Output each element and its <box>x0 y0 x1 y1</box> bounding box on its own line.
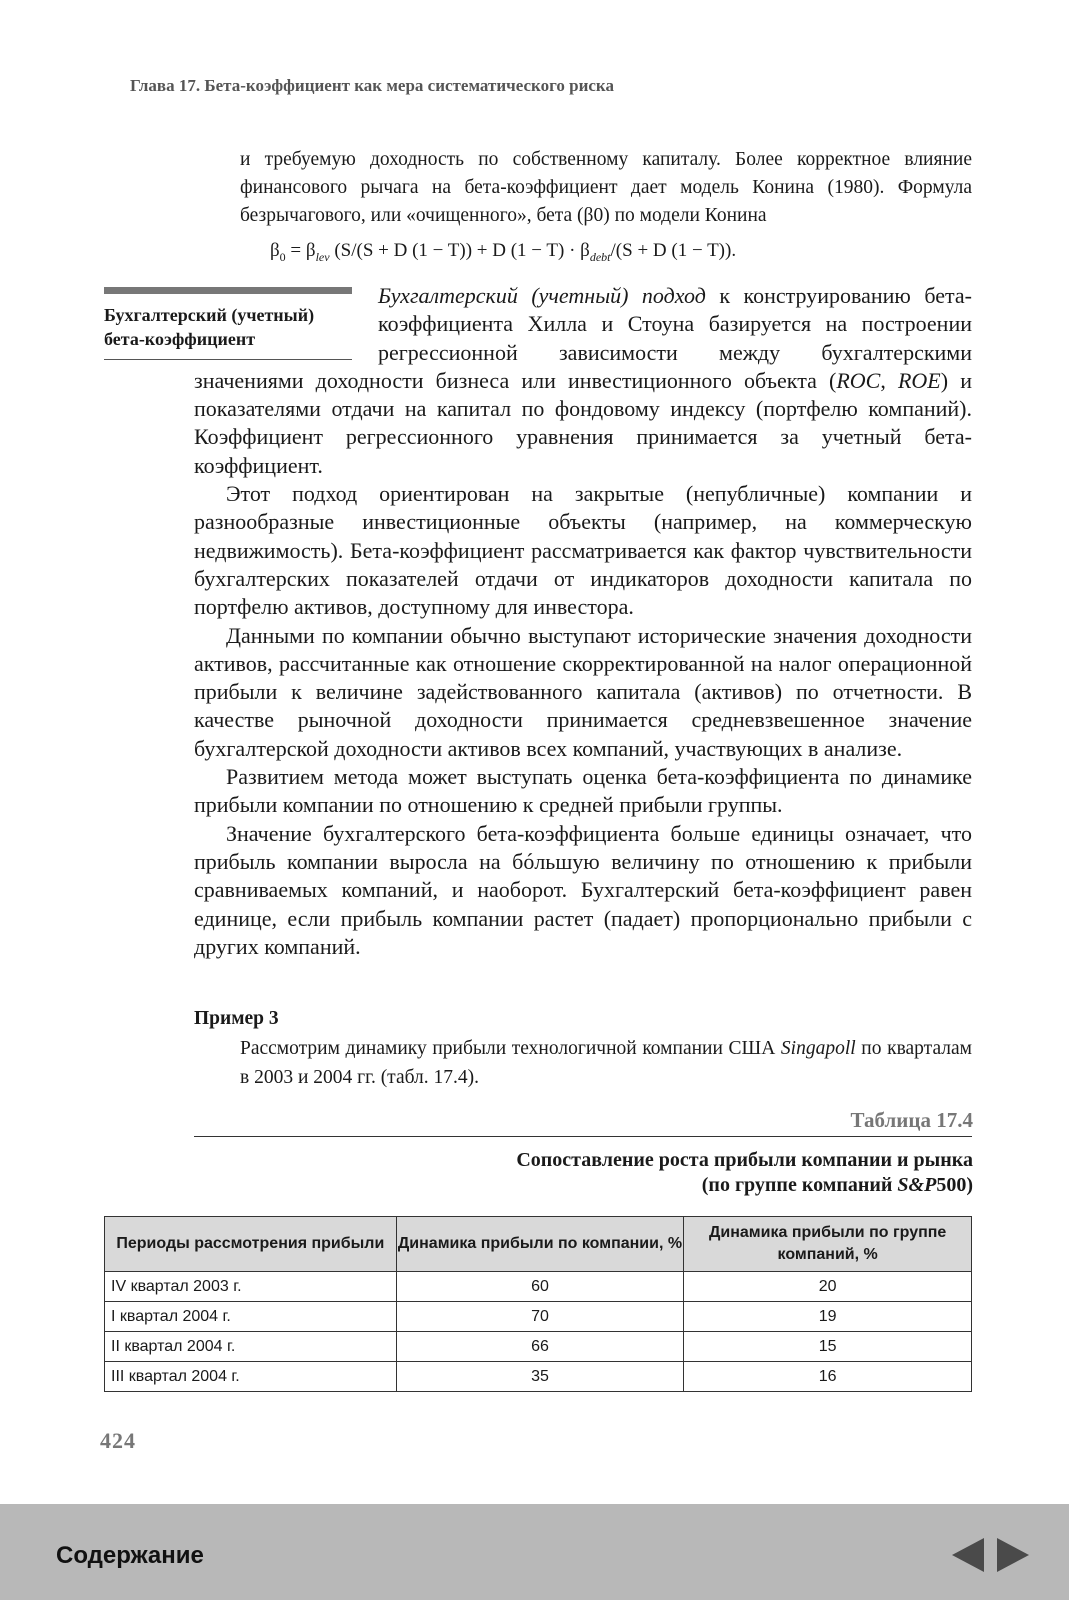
p1-text-b: ) и показателями отдачи на капитал по фондовому индексу (портфелю компаний). Коэффициент регрессионного уравнения принимается за учетный бета-коэффициент. <box>194 367 972 478</box>
paragraph-closed-companies: Этот подход ориентирован на закрытые (непубличные) компании и разнообразные инвестиционные объекты (например, на коммерческую недвижимость). Бета-коэффициент рассматривается как фактор чувствительности бухгалтерских показателей отдачи от индикаторов доходности капитала по портфелю активов, доступному для инвестора. <box>194 481 972 620</box>
p1-text-a: к конструированию бета-коэффициента Хилла и Стоуна базируется на построении регрессионной зависимости между бухгалтерскими значениями доходности бизнеса или инвестиционного объекта ( <box>194 283 972 393</box>
table-cell-period: II квартал 2004 г. <box>105 1332 397 1362</box>
table-header-periods: Периоды рассмотрения прибыли <box>105 1217 397 1272</box>
previous-page-button[interactable] <box>950 1536 986 1574</box>
formula-debt-sub: debt <box>589 249 611 264</box>
table-cell-company: 66 <box>396 1332 684 1362</box>
example-company: Singapoll <box>780 1038 856 1059</box>
paragraph-method-development: Развитием метода может выступать оценка бета-коэффициента по динамике прибыли компании по отношению к средней прибыли группы. <box>194 764 972 818</box>
paragraph-beta-value: Значение бухгалтерского бета-коэффициента больше единицы означает, что прибыль компании выросла на бóльшую величину по отношению к прибыли сравниваемых компаний, и наоборот. Бухгалтерский бета-коэффициент равен единице, если прибыль компании растет (падает) пропорционально прибыли с других компаний. <box>194 820 972 959</box>
table-cell-group: 16 <box>684 1362 972 1392</box>
table-caption-line1: Сопоставление роста прибыли компании и рынка <box>516 1149 973 1171</box>
contents-button[interactable]: Содержание <box>56 1542 204 1569</box>
table-cell-group: 15 <box>684 1332 972 1362</box>
caption-line2-a: (по группе компаний <box>701 1174 898 1196</box>
konin-formula <box>270 240 736 265</box>
example-text-a: Рассмотрим динамику прибыли технологичной компании США <box>240 1038 781 1059</box>
table-cell-company: 60 <box>396 1272 684 1302</box>
term-roe: ROE <box>897 367 941 393</box>
table-caption <box>353 1148 973 1198</box>
table-row <box>105 1362 972 1392</box>
table-cell-group: 19 <box>684 1302 972 1332</box>
table-caption-line2 <box>353 1173 973 1198</box>
formula-part2: /(S + D (1 − T)). <box>610 240 737 261</box>
term-roc: ROC <box>836 367 881 393</box>
table-header-row <box>105 1217 972 1272</box>
table-cell-period: III квартал 2004 г. <box>105 1362 397 1392</box>
formula-lev-sub: lev <box>315 249 330 264</box>
example-text <box>240 1034 972 1092</box>
example-text-b: по кварталам в 2003 и 2004 гг. (табл. 17.4). <box>240 1038 972 1088</box>
table-header-group: Динамика прибыли по группе компаний, % <box>684 1217 972 1272</box>
table-cell-period: IV квартал 2003 г. <box>105 1272 397 1302</box>
profit-table <box>104 1216 972 1392</box>
next-page-button[interactable] <box>995 1536 1031 1574</box>
table-cell-company: 35 <box>396 1362 684 1392</box>
running-head: Глава 17. Бета-коэффициент как мера систематического риска <box>130 76 614 95</box>
arrow-left-icon <box>950 1536 986 1574</box>
footer-bar <box>0 1504 1069 1600</box>
caption-line2-b: S&P <box>897 1174 937 1196</box>
formula-lhs: β <box>270 240 280 261</box>
caption-line2-c: 500) <box>936 1174 973 1196</box>
sidebar-spacer <box>194 282 378 366</box>
sidebar-title: Бухгалтерский (учетный) бета-коэффициент <box>104 305 315 349</box>
table-row <box>105 1272 972 1302</box>
arrow-right-icon <box>995 1536 1031 1574</box>
term-accounting-approach: Бухгалтерский (учетный) подход <box>378 283 706 308</box>
page-number: 424 <box>100 1428 136 1453</box>
paragraph-company-data: Данными по компании обычно выступают исторические значения доходности активов, рассчитанные как отношение скорректированной на налог операционной прибыли к величине задействованного капитала (активов) по отчетности. В качестве рыночной доходности принимается средневзвешенное значение бухгалтерской доходности активов всех компаний, участвующих в анализе. <box>194 622 972 761</box>
intro-paragraph: и требуемую доходность по собственному капиталу. Более корректное влияние финансового рычага на бета-коэффициент дает модель Конина (1980). Формула безрычагового, или «очищенного», бета (β0) по модели Конина <box>240 149 972 226</box>
table-rule <box>194 1136 972 1137</box>
table-row <box>105 1332 972 1362</box>
main-text <box>194 282 972 961</box>
table-cell-group: 20 <box>684 1272 972 1302</box>
table-cell-company: 70 <box>396 1302 684 1332</box>
table-cell-period: I квартал 2004 г. <box>105 1302 397 1332</box>
table-label: Таблица 17.4 <box>850 1108 973 1132</box>
formula-part1: (S/(S + D (1 − T)) + D (1 − T) · β <box>329 240 590 261</box>
table-row <box>105 1302 972 1332</box>
formula-eq: = β <box>285 240 316 261</box>
p1-comma: , <box>880 367 898 393</box>
example-title: Пример 3 <box>194 1008 279 1029</box>
table-header-company: Динамика прибыли по компании, % <box>396 1217 684 1272</box>
formula-lhs-sub: 0 <box>279 249 286 264</box>
